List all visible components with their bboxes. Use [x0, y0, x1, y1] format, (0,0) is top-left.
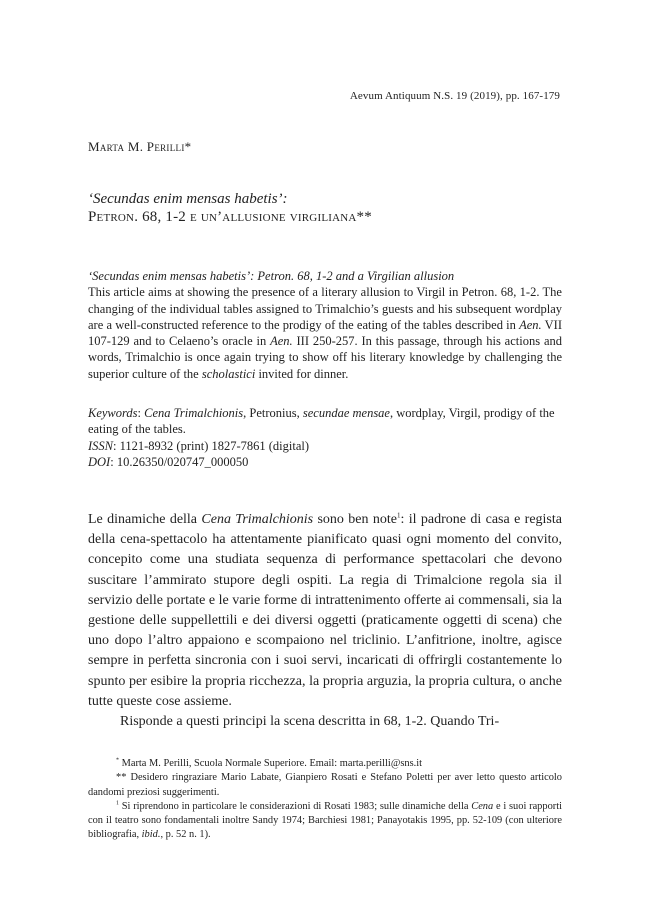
title-line-1: ‘Secundas enim mensas habetis’: — [88, 191, 288, 207]
footnote-1-mark: 1 — [116, 800, 119, 807]
author-name: Marta M. Perilli — [88, 139, 185, 154]
footnote-star — [88, 757, 562, 771]
abstract-text-part: invited for dinner. — [255, 366, 349, 381]
abstract-text-part: This article aims at showing the presence of a literary allusion to Virgil in Petron. 68, 1-2. The changing of the individual tables assigned to Trimalchio’s guests and his subsequent wordplay are a well-constructed reference to the prodigy of the eating of the tables described in — [88, 285, 562, 332]
footnote-1 — [88, 800, 562, 843]
doi-label: DOI — [88, 454, 111, 469]
abstract-italic-aen: Aen. — [270, 334, 293, 349]
issn-label: ISSN — [88, 438, 113, 453]
footnote-text-part: e i suoi rapporti con il teatro sono fondamentali inoltre Sandy 1974; Barchiesi 1981; Panayotakis 1995, pp. 52-109 (con ulteriore bibliografia, — [88, 800, 562, 841]
body-paragraph-1 — [88, 510, 562, 712]
footnote-text-part: Si riprendono in particolare le considerazioni di Rosati 1983; sulle dinamiche della — [119, 800, 472, 812]
issn-value: : 1121-8932 (print) 1827-7861 (digital) — [113, 438, 310, 453]
keyword-text: , Petronius, — [243, 406, 303, 420]
body-paragraph-2: Risponde a questi principi la scena descritta in 68, 1-2. Quando Tri- — [120, 714, 500, 730]
abstract-italic-scholastici: scholastici — [201, 366, 256, 381]
doi-line — [88, 454, 562, 470]
body-italic: Cena Trimalchionis — [201, 512, 314, 527]
body-text-part: Le dinamiche della — [88, 512, 202, 527]
author-line — [88, 139, 191, 155]
issn-line — [88, 438, 562, 454]
body-text — [88, 510, 562, 732]
footnote-italic: Cena — [471, 800, 494, 812]
footnote-double-star: ** Desidero ringraziare Mario Labate, Gianpiero Rosati e Stefano Poletti per aver letto questo articolo dandomi preziosi suggerimenti. — [88, 772, 562, 798]
footnote-star-mark: * — [116, 757, 119, 764]
abstract-italic-aen: Aen. — [519, 317, 542, 332]
abstract-text-part: VII 107-129 and to Celaeno’s oracle in — [88, 317, 562, 349]
abstract-text — [88, 284, 562, 382]
abstract — [88, 268, 562, 382]
keyword-italic: secundae mensae — [302, 406, 390, 420]
article-title — [88, 190, 568, 226]
journal-citation: Aevum Antiquum N.S. 19 (2019), pp. 167-179 — [349, 90, 560, 102]
author-footnote-mark: * — [184, 139, 192, 154]
title-line-2: Petron. 68, 1-2 e un’allusione virgiliana** — [88, 209, 372, 225]
doi-value: : 10.26350/020747_000050 — [110, 454, 249, 469]
footnote-ref-1[interactable]: 1 — [396, 511, 401, 520]
footnote-star-text: Marta M. Perilli, Scuola Normale Superiore. Email: marta.perilli@sns.it — [119, 758, 423, 769]
abstract-title: ‘Secundas enim mensas habetis’: Petron. 68, 1-2 and a Virgilian allusion — [88, 269, 455, 283]
keyword-text: , wordplay, Virgil, prodigy of the eating of the tables. — [88, 406, 555, 437]
body-text-part: : il padrone di casa e regista della cena-spettacolo ha attentamente pianificato quasi ogni momento del convito, concepito come una studiata sequenza di performance spettacolari che devono suscitare l’ammirato stupore degli ospiti. La regia di Trimalcione regola sia il servizio delle portate e le varie forme di intrattenimento offerte ai commensali, sia la gestione delle suppellettili e dei diversi oggetti (praticamente oggetti di scena) che uno dopo l’altro appaiono e scompaiono nel triclinio. L’anfitrione, inoltre, agisce sempre in perfetta sincronia con i suoi servi, incaricati di offrirgli costantemente lo spunto per esibire la propria ricchezza, la propria arguzia, la propria cultura, o anche tutte queste cose assieme. — [88, 512, 562, 709]
keyword-italic: Cena Trimalchionis — [144, 406, 244, 420]
keywords-line: Keywords: Cena Trimalchionis, Petronius, secundae mensae, wordplay, Virgil, prodigy of the eating of the tables. — [88, 406, 555, 437]
abstract-text-part: III 250-257. In this passage, through his actions and words, Trimalchio is once again trying to show off his literary knowledge by challenging the superior culture of the — [88, 334, 562, 381]
footnote-text-part: , p. 52 n. 1). — [160, 829, 211, 841]
footnote-italic: ibid. — [141, 829, 161, 841]
keywords-label: Keywords — [88, 406, 138, 420]
footnotes — [88, 757, 562, 843]
body-text-part: sono ben note — [313, 512, 397, 527]
keywords-block — [88, 405, 562, 470]
